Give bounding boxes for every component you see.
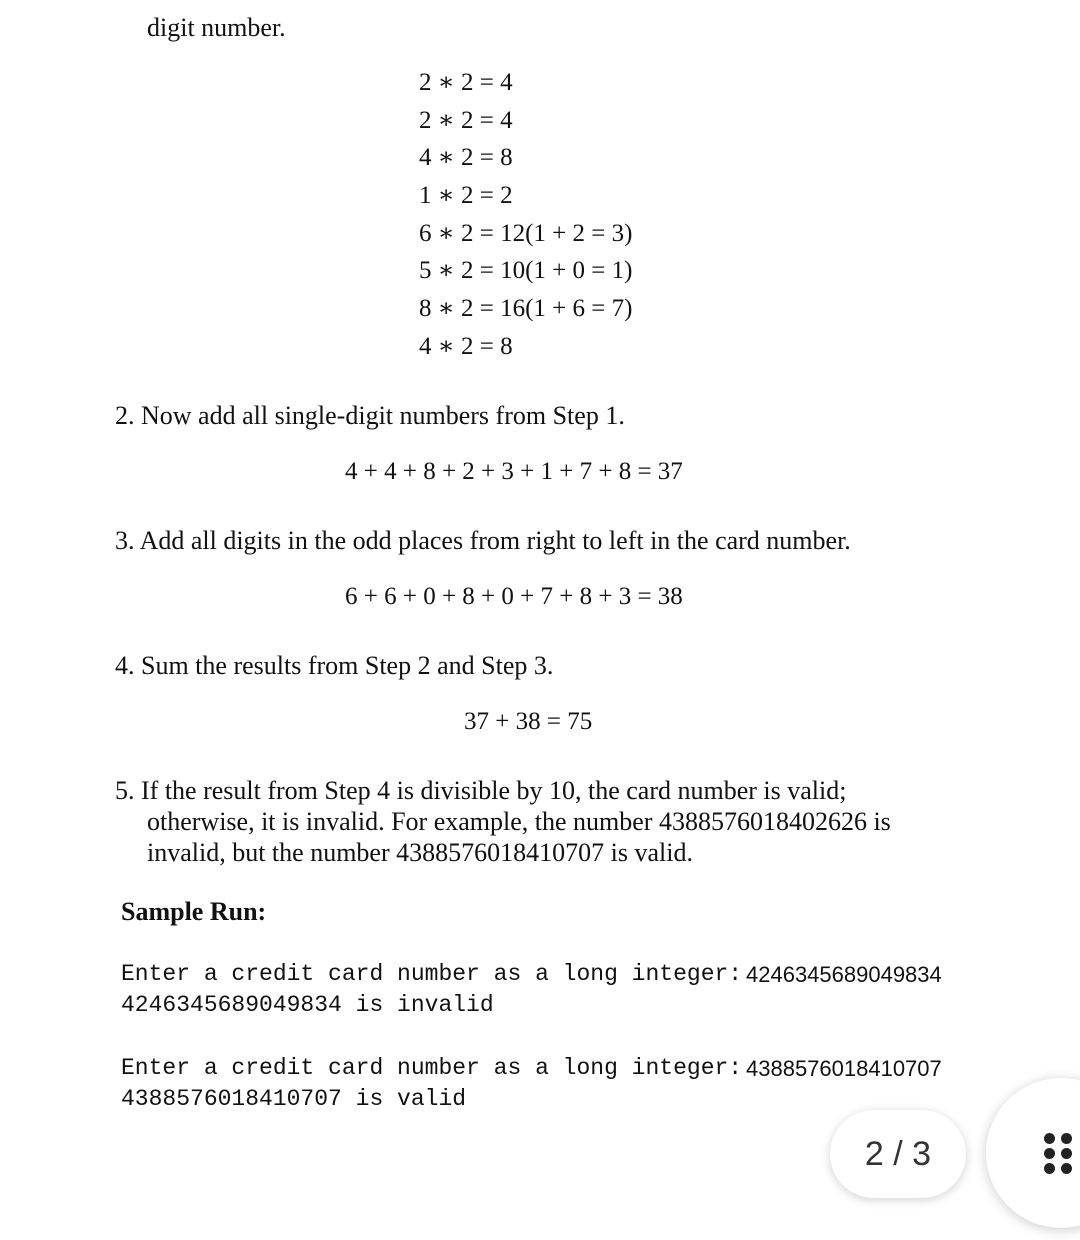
sample-run-heading: Sample Run: xyxy=(121,897,267,926)
continuation-text: digit number. xyxy=(147,13,286,42)
run1-output: 4246345689049834 is invalid xyxy=(121,992,494,1018)
run2-prompt: Enter a credit card number as a long integer: xyxy=(121,1055,743,1081)
equation-line: 1 ∗ 2 = 2 xyxy=(419,182,513,209)
page-indicator xyxy=(830,1110,966,1198)
equation-line: 2 ∗ 2 = 4 xyxy=(419,69,513,96)
step3-equation: 6 + 6 + 0 + 8 + 0 + 7 + 8 + 3 = 38 xyxy=(345,583,683,610)
equation-line: 6 ∗ 2 = 12(1 + 2 = 3) xyxy=(419,220,633,247)
step5-line3: invalid, but the number 4388576018410707 is valid. xyxy=(147,838,693,867)
step3-text: 3. Add all digits in the odd places from right to left in the card number. xyxy=(115,526,851,555)
grid-dots-icon[interactable] xyxy=(1040,1130,1076,1176)
step4-text: 4. Sum the results from Step 2 and Step 3. xyxy=(115,651,554,680)
run2-output: 4388576018410707 is valid xyxy=(121,1086,467,1112)
equation-line: 4 ∗ 2 = 8 xyxy=(419,333,513,360)
run1-prompt: Enter a credit card number as a long integer: xyxy=(121,961,743,987)
equation-line: 2 ∗ 2 = 4 xyxy=(419,107,513,134)
run1-input: 4246345689049834 xyxy=(746,962,942,987)
run2-input: 4388576018410707 xyxy=(746,1056,942,1081)
page-indicator-label: 2 / 3 xyxy=(864,1134,932,1173)
step2-text: 2. Now add all single-digit numbers from Step 1. xyxy=(115,401,625,430)
equation-line: 8 ∗ 2 = 16(1 + 6 = 7) xyxy=(419,295,633,322)
equation-line: 5 ∗ 2 = 10(1 + 0 = 1) xyxy=(419,257,633,284)
step4-equation: 37 + 38 = 75 xyxy=(464,708,593,735)
equation-line: 4 ∗ 2 = 8 xyxy=(419,144,513,171)
step5-line1: 5. If the result from Step 4 is divisible by 10, the card number is valid; xyxy=(115,776,847,805)
step5-line2: otherwise, it is invalid. For example, the number 4388576018402626 is xyxy=(147,807,891,836)
step2-equation: 4 + 4 + 8 + 2 + 3 + 1 + 7 + 8 = 37 xyxy=(345,458,683,485)
